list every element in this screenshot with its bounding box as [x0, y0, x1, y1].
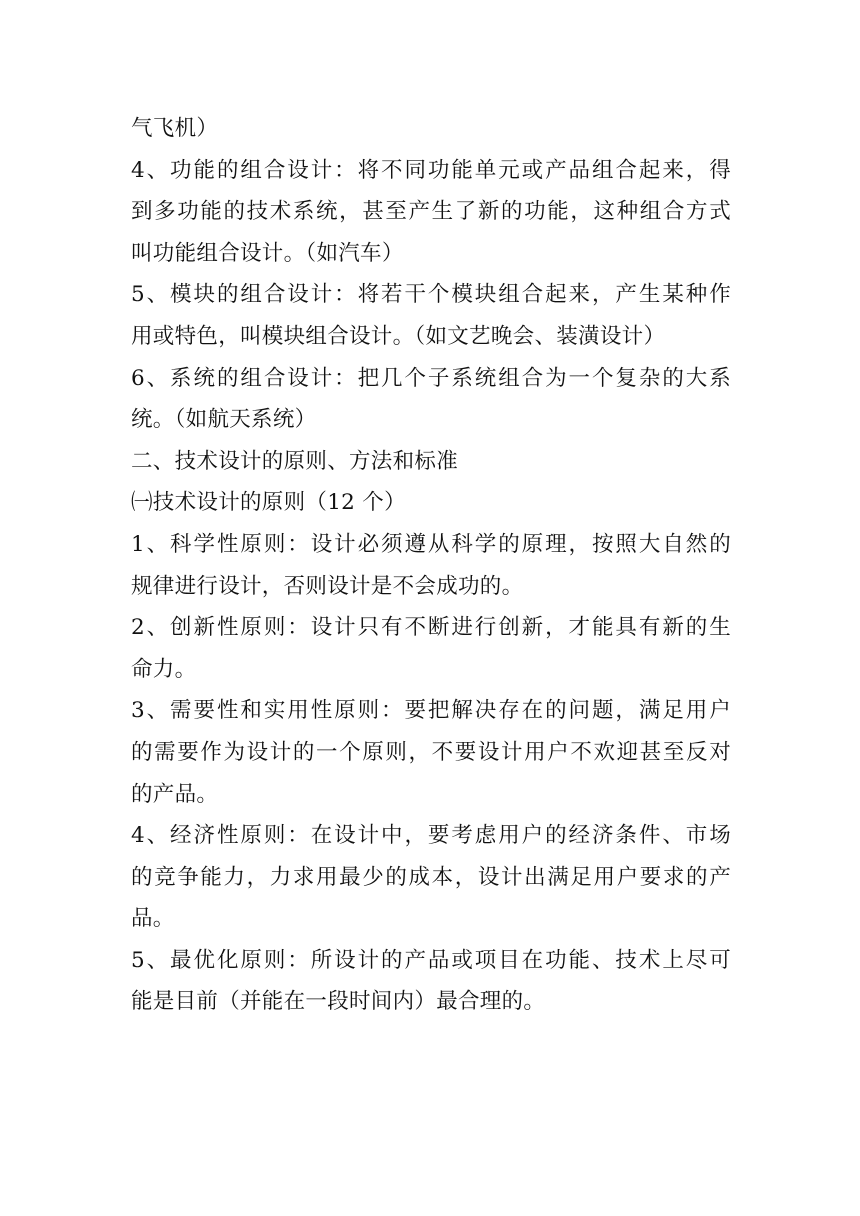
text-line: 能是目前（并能在一段时间内）最合理的。 — [131, 989, 546, 1015]
text-line: 用或特色，叫模块组合设计。（如文艺晚会、装潢设计） — [131, 323, 666, 349]
text-line: 3、需要性和实用性原则：要把解决存在的问题，满足用户 — [131, 698, 731, 724]
text-line: 品。 — [131, 906, 175, 932]
text-line: 6、系统的组合设计：把几个子系统组合为一个复杂的大系 — [131, 365, 731, 391]
text-line: 统。（如航天系统） — [131, 407, 317, 433]
body-text — [131, 108, 731, 1023]
text-line: 5、最优化原则：所设计的产品或项目在功能、技术上尽可 — [131, 947, 731, 973]
text-line: 的竞争能力，力求用最少的成本，设计出满足用户要求的产 — [131, 864, 731, 890]
text-line: 命力。 — [131, 656, 197, 682]
text-line: 规律进行设计，否则设计是不会成功的。 — [131, 573, 524, 599]
section-heading: 二、技术设计的原则、方法和标准 — [131, 448, 459, 474]
text-line: 5、模块的组合设计：将若干个模块组合起来，产生某种作 — [131, 282, 731, 308]
text-line: 4、功能的组合设计：将不同功能单元或产品组合起来，得 — [131, 157, 731, 183]
subsection-heading: ㈠技术设计的原则（12 个） — [131, 490, 406, 516]
text-line: 到多功能的技术系统，甚至产生了新的功能，这种组合方式 — [131, 199, 731, 225]
text-line: 4、经济性原则：在设计中，要考虑用户的经济条件、市场 — [131, 823, 731, 849]
text-line: 叫功能组合设计。（如汽车） — [131, 240, 404, 266]
text-line: 2、创新性原则：设计只有不断进行创新，才能具有新的生 — [131, 615, 731, 641]
text-line: 1、科学性原则：设计必须遵从科学的原理，按照大自然的 — [131, 531, 731, 557]
text-line: 的需要作为设计的一个原则，不要设计用户不欢迎甚至反对 — [131, 739, 731, 765]
text-line: 气飞机） — [131, 116, 219, 141]
text-line: 的产品。 — [131, 781, 219, 807]
